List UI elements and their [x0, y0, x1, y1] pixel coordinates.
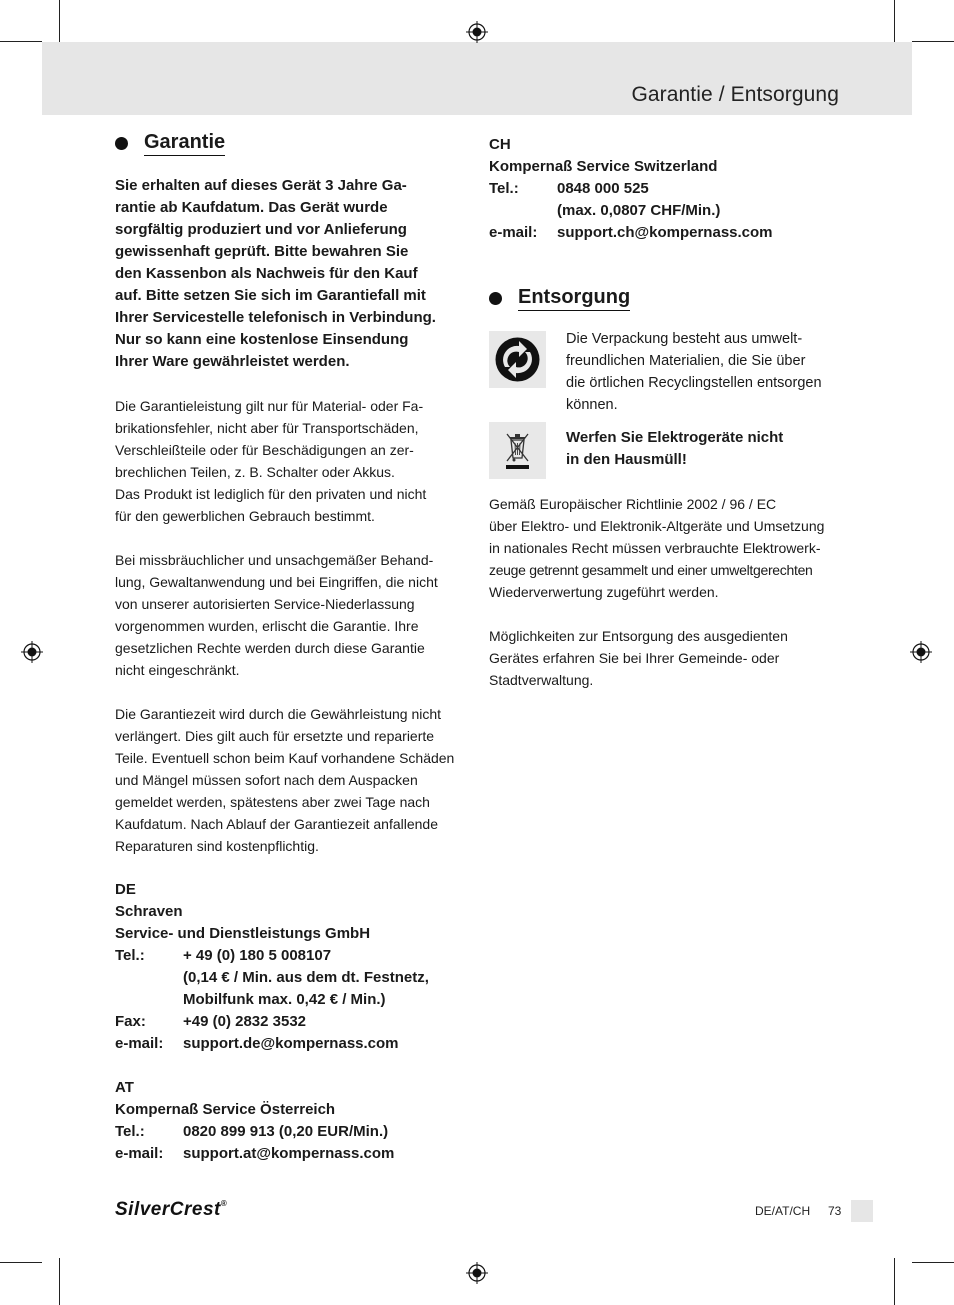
text-line: Ihrer Servicestelle telefonisch in Verbindung.: [115, 309, 436, 326]
tel-note: (max. 0,0807 CHF/Min.): [557, 202, 721, 219]
left-column: [115, 131, 467, 1165]
text-line: gesetzlichen Rechte werden durch diese Garantie: [115, 640, 425, 656]
tel-label: Tel.:: [115, 947, 145, 964]
page-number: 73: [828, 1204, 842, 1218]
crossed-bin-weee-icon: [489, 422, 546, 479]
fax-value: +49 (0) 2832 3532: [183, 1013, 307, 1030]
text-line: Wiederverwertung zugeführt werden.: [489, 584, 719, 600]
silvercrest-logo: SilverCrest®: [115, 1199, 228, 1220]
text-line: Das Produkt ist lediglich für den privaten und nicht: [115, 486, 427, 502]
company-name: Kompernaß Service Switzerland: [489, 158, 718, 175]
registration-mark-icon: [466, 1262, 488, 1284]
email-label: e-mail:: [489, 224, 538, 241]
text-line: sorgfältig produziert und vor Anlieferung: [115, 221, 407, 238]
company-name: Schraven: [115, 903, 183, 920]
weee-info: [489, 422, 841, 479]
crop-mark: [0, 1262, 42, 1263]
text-line: Nur so kann eine kostenlose Einsendung: [115, 331, 409, 348]
text-line: brikationsfehler, nicht aber für Transportschäden,: [115, 420, 419, 436]
company-name: Kompernaß Service Österreich: [115, 1101, 336, 1118]
country-code: AT: [115, 1079, 134, 1096]
registration-mark-icon: [910, 641, 932, 663]
text-line: Verschleißteile oder für Beschädigungen an zer-: [115, 442, 414, 458]
garantie-paragraph-3: [115, 703, 467, 857]
crop-mark: [0, 41, 42, 42]
entsorgung-paragraph-2: [489, 625, 841, 691]
garantie-intro: [115, 175, 467, 373]
text-line: verlängert. Dies gilt auch für ersetzte und reparierte: [115, 728, 435, 744]
entsorgung-title: Entsorgung: [518, 286, 630, 311]
garantie-paragraph-1: [115, 395, 467, 527]
text-line: von unserer autorisierten Service-Niederlassung: [115, 596, 415, 612]
tel-label: Tel.:: [489, 180, 519, 197]
text-line: Die Garantiezeit wird durch die Gewährleistung nicht: [115, 706, 442, 722]
entsorgung-heading: [489, 286, 841, 311]
country-code: CH: [489, 136, 511, 153]
registration-mark-icon: [21, 641, 43, 663]
tel-label: Tel.:: [115, 1123, 145, 1140]
bullet-icon: [115, 137, 128, 150]
text-line: vorgenommen wurden, erlischt die Garantie. Ihre: [115, 618, 419, 634]
text-line: Teile. Eventuell schon beim Kauf vorhandene Schäden: [115, 750, 455, 766]
text-line: über Elektro- und Elektronik-Altgeräte und Umsetzung: [489, 518, 825, 534]
registration-mark-icon: [466, 21, 488, 43]
email-link[interactable]: support.de@kompernass.com: [183, 1035, 399, 1052]
footer-language: DE/AT/CH: [755, 1204, 811, 1218]
text-line: Kaufdatum. Nach Ablauf der Garantiezeit anfallende: [115, 816, 438, 832]
text-line: auf. Bitte setzen Sie sich im Garantiefall mit: [115, 287, 426, 304]
packaging-text: [566, 328, 822, 416]
text-line: rantie ab Kaufdatum. Das Gerät wurde: [115, 199, 388, 216]
text-line: Ihrer Ware gewährleistet werden.: [115, 353, 350, 370]
page-title: Garantie / Entsorgung: [631, 83, 839, 106]
text-line: Gemäß Europäischer Richtlinie 2002 / 96 / EC: [489, 496, 777, 512]
text-line: gemeldet werden, spätestens aber zwei Tage nach: [115, 794, 430, 810]
tel-value: + 49 (0) 180 5 008107: [183, 947, 332, 964]
crop-mark: [894, 0, 895, 46]
logo-text: SilverCrest: [115, 1199, 221, 1220]
right-column: [489, 134, 841, 691]
text-line: in nationales Recht müssen verbrauchte Elektrowerk-: [489, 540, 821, 556]
text-line: zeuge getrennt gesammelt und einer umweltgerechten: [489, 562, 813, 578]
text-line: Stadtverwaltung.: [489, 672, 594, 688]
text-line: den Kassenbon als Nachweis für den Kauf: [115, 265, 418, 282]
text-line: für den gewerblichen Gebrauch bestimmt.: [115, 508, 375, 524]
crop-mark: [59, 0, 60, 46]
tel-note: Mobilfunk max. 0,42 € / Min.): [183, 991, 386, 1008]
footer-tab: [851, 1200, 873, 1222]
tel-note: (0,14 € / Min. aus dem dt. Festnetz,: [183, 969, 429, 986]
crop-mark: [912, 41, 954, 42]
fax-label: Fax:: [115, 1013, 146, 1030]
crop-mark: [894, 1258, 895, 1305]
tel-value: 0820 899 913 (0,20 EUR/Min.): [183, 1123, 389, 1140]
garantie-heading: [115, 131, 467, 156]
text-line: brechlichen Teilen, z. B. Schalter oder Akkus.: [115, 464, 395, 480]
country-code: DE: [115, 881, 136, 898]
text-line: in den Hausmüll!: [566, 451, 687, 468]
text-line: Werfen Sie Elektrogeräte nicht: [566, 429, 784, 446]
text-line: Reparaturen sind kostenpflichtig.: [115, 838, 319, 854]
text-line: Sie erhalten auf dieses Gerät 3 Jahre Ga-: [115, 177, 407, 194]
green-dot-recycling-icon: [489, 331, 546, 388]
text-line: lung, Gewaltanwendung und bei Eingriffen, die nicht: [115, 574, 438, 590]
email-label: e-mail:: [115, 1035, 164, 1052]
text-line: nicht eingeschränkt.: [115, 662, 240, 678]
company-name: Service- und Dienstleistungs GmbH: [115, 925, 371, 942]
service-address-de: [115, 879, 467, 1055]
text-line: Bei missbräuchlicher und unsachgemäßer Behand-: [115, 552, 434, 568]
tel-value: 0848 000 525: [557, 180, 649, 197]
email-label: e-mail:: [115, 1145, 164, 1162]
crop-mark: [59, 1258, 60, 1305]
text-line: können.: [566, 397, 618, 413]
text-line: Die Verpackung besteht aus umwelt-: [566, 331, 803, 347]
service-address-ch: [489, 134, 841, 244]
garantie-title: Garantie: [144, 131, 225, 156]
weee-warning: [566, 427, 783, 471]
text-line: Möglichkeiten zur Entsorgung des ausgedienten: [489, 628, 788, 644]
garantie-paragraph-2: [115, 549, 467, 681]
email-link[interactable]: support.ch@kompernass.com: [557, 224, 773, 241]
text-line: Die Garantieleistung gilt nur für Material- oder Fa-: [115, 398, 424, 414]
entsorgung-paragraph-1: [489, 493, 841, 603]
email-link[interactable]: support.at@kompernass.com: [183, 1145, 395, 1162]
text-line: freundlichen Materialien, die Sie über: [566, 353, 806, 369]
text-line: die örtlichen Recyclingstellen entsorgen: [566, 375, 822, 391]
crop-mark: [912, 1262, 954, 1263]
text-line: gewissenhaft geprüft. Bitte bewahren Sie: [115, 243, 409, 260]
packaging-info: [489, 328, 841, 416]
service-address-at: [115, 1077, 467, 1165]
text-line: Gerätes erfahren Sie bei Ihrer Gemeinde- oder: [489, 650, 780, 666]
bullet-icon: [489, 292, 502, 305]
text-line: und Mängel müssen sofort nach dem Auspacken: [115, 772, 418, 788]
